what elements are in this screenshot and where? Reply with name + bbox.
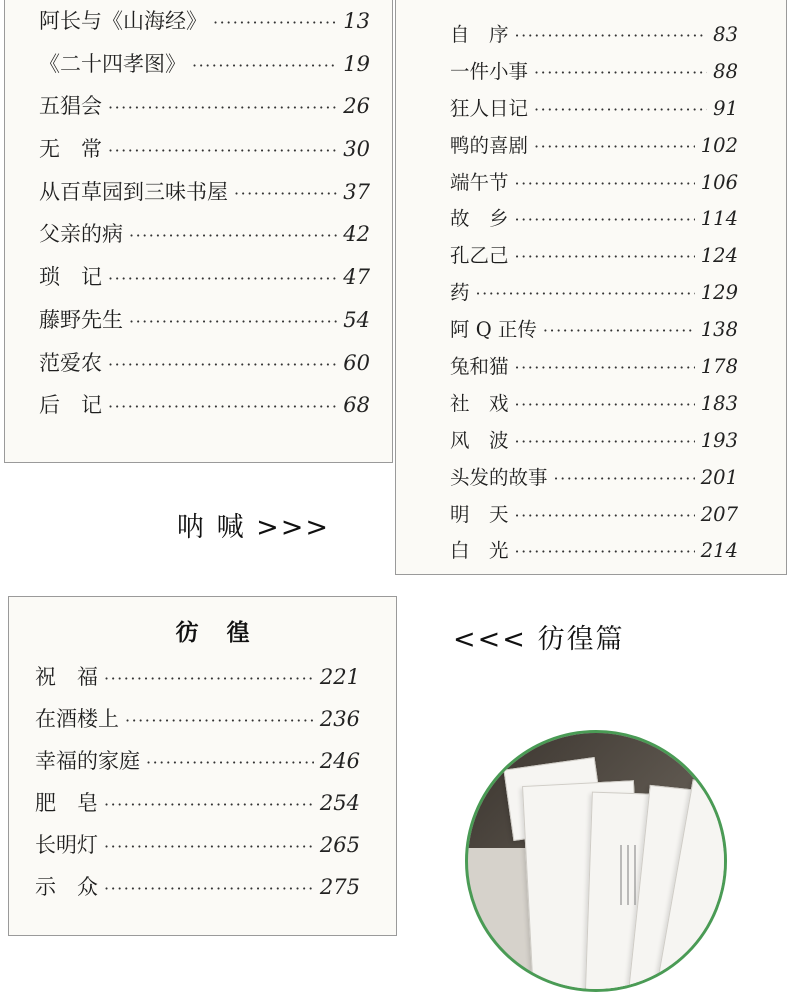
toc-entry-title: 狂人日记: [450, 96, 529, 120]
toc-entry-page: 201: [700, 465, 738, 489]
section-heading: 彷 徨: [175, 619, 260, 646]
toc-entry-page: 246: [319, 749, 360, 773]
toc-entry-page: 54: [343, 307, 370, 332]
toc-entry-title: 幸福的家庭: [35, 749, 140, 773]
dot-leader: [146, 753, 314, 772]
dot-leader: [125, 711, 314, 730]
toc-entry-page: 178: [700, 355, 738, 379]
dot-leader: [515, 395, 695, 414]
toc-entry-title: 头发的故事: [450, 465, 548, 489]
dot-leader: [108, 269, 337, 288]
toc-entry: [39, 133, 370, 176]
toc-entry-title: 《二十四孝图》: [39, 51, 186, 76]
toc-entry-title: 端午节: [450, 170, 509, 194]
toc-entry: [39, 389, 370, 432]
toc-entry-title: 长明灯: [35, 833, 98, 857]
toc-entry-title: 祝 福: [35, 665, 98, 689]
toc-entry: [450, 167, 738, 204]
toc-entry: [35, 661, 360, 703]
toc-entry-title: 自 序: [450, 23, 509, 46]
dot-leader: [515, 506, 695, 525]
toc-entry-title: 白 光: [450, 539, 509, 563]
toc-entry: [450, 388, 738, 425]
toc-entry: [39, 218, 370, 261]
toc-panel-nahan: [395, 0, 787, 575]
toc-entry: [450, 19, 738, 56]
toc-entry: [39, 48, 370, 91]
toc-entry-page: 106: [700, 170, 738, 194]
toc-entry-page: 102: [700, 133, 738, 157]
dot-leader: [108, 397, 337, 416]
toc-entry-page: 183: [700, 391, 738, 415]
dot-leader: [534, 100, 707, 119]
toc-entry: [450, 535, 738, 572]
dot-leader: [515, 174, 695, 193]
toc-entry-page: 30: [343, 137, 370, 162]
caption-nahan: 呐 喊 >>>: [177, 512, 331, 543]
toc-entry: [39, 5, 370, 48]
toc-entry-page: 129: [700, 281, 738, 305]
toc-entry-page: 88: [713, 59, 738, 83]
toc-panel-panghuang: [8, 596, 397, 936]
toc-entry: [39, 347, 370, 390]
toc-entry-page: 221: [319, 665, 360, 689]
toc-entry: [450, 351, 738, 388]
toc-entry-title: 从百草园到三味书屋: [39, 179, 228, 204]
caption-panghuang: <<< 彷徨篇: [453, 624, 625, 655]
dot-leader: [476, 284, 695, 303]
dot-leader: [554, 469, 695, 488]
toc-entry: [450, 425, 738, 462]
dot-leader: [213, 13, 337, 32]
toc-entry-page: 47: [343, 265, 370, 290]
dot-leader: [515, 210, 695, 229]
toc-entry-title: 兔和猫: [450, 355, 509, 379]
toc-entry-page: 193: [700, 428, 738, 452]
dot-leader: [129, 226, 337, 245]
dot-leader: [108, 355, 337, 374]
dot-leader: [543, 321, 695, 340]
toc-entry-title: 明 天: [450, 502, 509, 526]
toc-entry-title: 琐 记: [39, 265, 102, 290]
toc-entry-title: 故 乡: [450, 207, 509, 231]
dot-leader: [108, 141, 337, 160]
toc-entry: [450, 93, 738, 130]
toc-entry-title: 药: [450, 281, 470, 305]
toc-entry-page: 19: [343, 51, 370, 76]
toc-entry-page: 214: [700, 539, 738, 563]
printed-text-lines: [620, 845, 640, 905]
toc-entry-title: 阿 Q 正传: [450, 318, 537, 342]
toc-entry: [450, 314, 738, 351]
toc-entry-page: 42: [343, 222, 370, 247]
toc-entry-title: 藤野先生: [39, 307, 123, 332]
toc-entry-title: 后 记: [39, 393, 102, 418]
toc-entry-page: 207: [700, 502, 738, 526]
toc-entry-title: 阿长与《山海经》: [39, 9, 207, 33]
dot-leader: [192, 56, 337, 75]
toc-entry-page: 26: [343, 94, 370, 119]
toc-entry-title: 孔乙己: [450, 244, 509, 268]
toc-entry-page: 37: [343, 179, 370, 204]
dot-leader: [515, 432, 695, 451]
dot-leader: [104, 879, 314, 898]
book-pages-photo: [465, 730, 727, 992]
toc-entry: [35, 829, 360, 871]
toc-entry: [39, 176, 370, 219]
dot-leader: [104, 669, 314, 688]
toc-entry: [450, 130, 738, 167]
toc-entry: [35, 787, 360, 829]
toc-entry-page: 275: [319, 875, 360, 899]
toc-entry: [450, 56, 738, 93]
toc-entry: [450, 499, 738, 536]
dot-leader: [534, 63, 707, 82]
dot-leader: [515, 26, 708, 45]
toc-entry-title: 鸭的喜剧: [450, 133, 529, 157]
dot-leader: [515, 247, 695, 266]
dot-leader: [534, 137, 695, 156]
toc-entry-title: 范爱农: [39, 350, 102, 375]
toc-entry-page: 265: [319, 833, 360, 857]
toc-entry-page: 138: [700, 318, 738, 342]
toc-entry: [35, 871, 360, 913]
toc-entry-page: 236: [319, 707, 360, 731]
toc-entry-title: 一件小事: [450, 59, 529, 83]
toc-entry: [450, 240, 738, 277]
toc-entry-title: 五猖会: [39, 94, 102, 119]
dot-leader: [129, 312, 337, 331]
toc-entry-page: 124: [700, 244, 738, 268]
dot-leader: [515, 358, 695, 377]
toc-entry: [450, 277, 738, 314]
toc-entry: [450, 462, 738, 499]
toc-entry-title: 风 波: [450, 428, 509, 452]
toc-entry-page: 13: [343, 9, 370, 33]
dot-leader: [108, 98, 337, 117]
toc-entry: [39, 304, 370, 347]
dot-leader: [104, 795, 314, 814]
dot-leader: [104, 837, 314, 856]
toc-entry: [39, 261, 370, 304]
toc-entry-title: 父亲的病: [39, 222, 123, 247]
toc-entry-page: 254: [319, 791, 360, 815]
toc-entry-page: 91: [713, 96, 738, 120]
toc-entry: [35, 745, 360, 787]
toc-panel-zhaohua: [4, 0, 393, 463]
toc-entry-title: 肥 皂: [35, 791, 98, 815]
dot-leader: [234, 184, 337, 203]
dot-leader: [515, 542, 695, 561]
toc-entry-page: 83: [713, 23, 738, 46]
toc-entry-page: 60: [343, 350, 370, 375]
toc-entry: [35, 703, 360, 745]
toc-entry-page: 68: [343, 393, 370, 418]
toc-entry-title: 无 常: [39, 137, 102, 162]
toc-entry: [39, 90, 370, 133]
toc-entry: [450, 203, 738, 240]
toc-entry-title: 社 戏: [450, 391, 509, 415]
toc-entry-title: 在酒楼上: [35, 707, 119, 731]
toc-entry-title: 示 众: [35, 875, 98, 899]
toc-entry-page: 114: [700, 207, 738, 231]
